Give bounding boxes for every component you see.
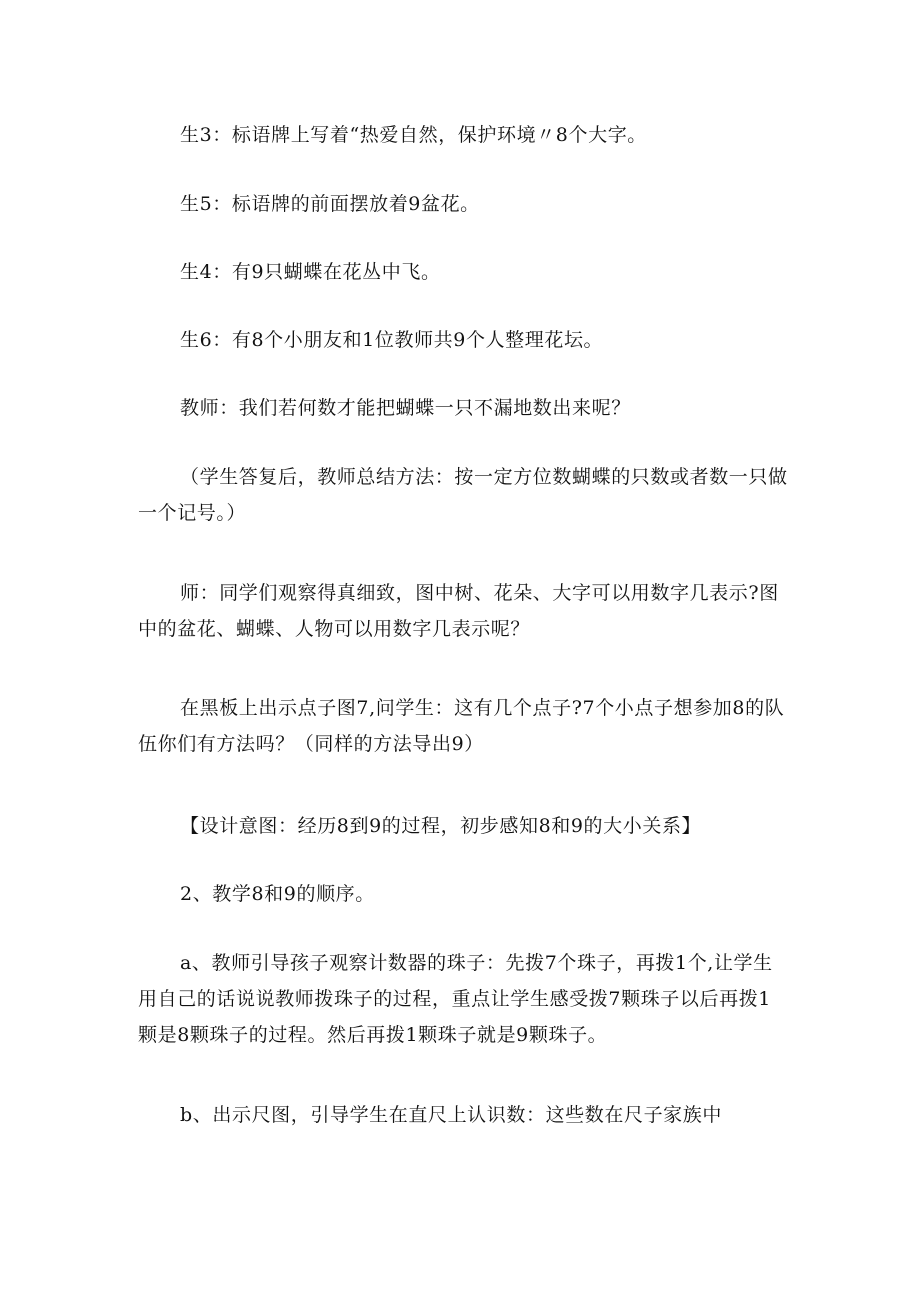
paragraph-design-intent: 【设计意图：经历8到9的过程，初步感知8和9的大小关系】 [180,815,702,837]
paragraph-student5: 生5：标语牌的前面摆放着9盆花。 [180,193,480,215]
paragraph-teacher-question: 教师：我们若何数才能把蝴蝶一只不漏地数出来呢？ [180,397,631,419]
paragraph-ruler: b、出示尺图，引导学生在直尺上认识数：这些数在尺子家族中 [180,1104,722,1126]
paragraph-student6: 生6：有8个小朋友和1位教师共9个人整理花坛。 [180,329,604,351]
paragraph-teacher-observation: 师：同学们观察得真细致，图中树、花朵、大字可以用数字几表示?图中的盆花、蝴蝶、人物可以用数字几表示呢？ [138,582,779,640]
paragraph-student3: 生3：标语牌上写着“热爱自然，保护环境〃8个大字。 [180,124,647,146]
paragraph-student4: 生4：有9只蝴蝶在花丛中飞。 [180,261,441,283]
paragraph-counter-beads: a、教师引导孩子观察计数器的珠子：先拨7个珠子，再拨1个,让学生用自己的话说说教师拨珠子的过程，重点让学生感受拨7颗珠子以后再拨1颗是8颗珠子的过程。然后再拨1颗珠子就是9颗珠子。 [138,952,773,1046]
paragraph-blackboard-dots: 在黑板上出示点子图7,问学生：这有几个点子?7个小点子想参加8的队伍你们有方法吗？（同样的方法导出9） [138,697,785,755]
paragraph-teacher-summary: （学生答复后，教师总结方法：按一定方位数蝴蝶的只数或者数一只做一个记号。） [138,466,788,524]
section-heading-order: 2、教学8和9的顺序。 [180,883,375,905]
